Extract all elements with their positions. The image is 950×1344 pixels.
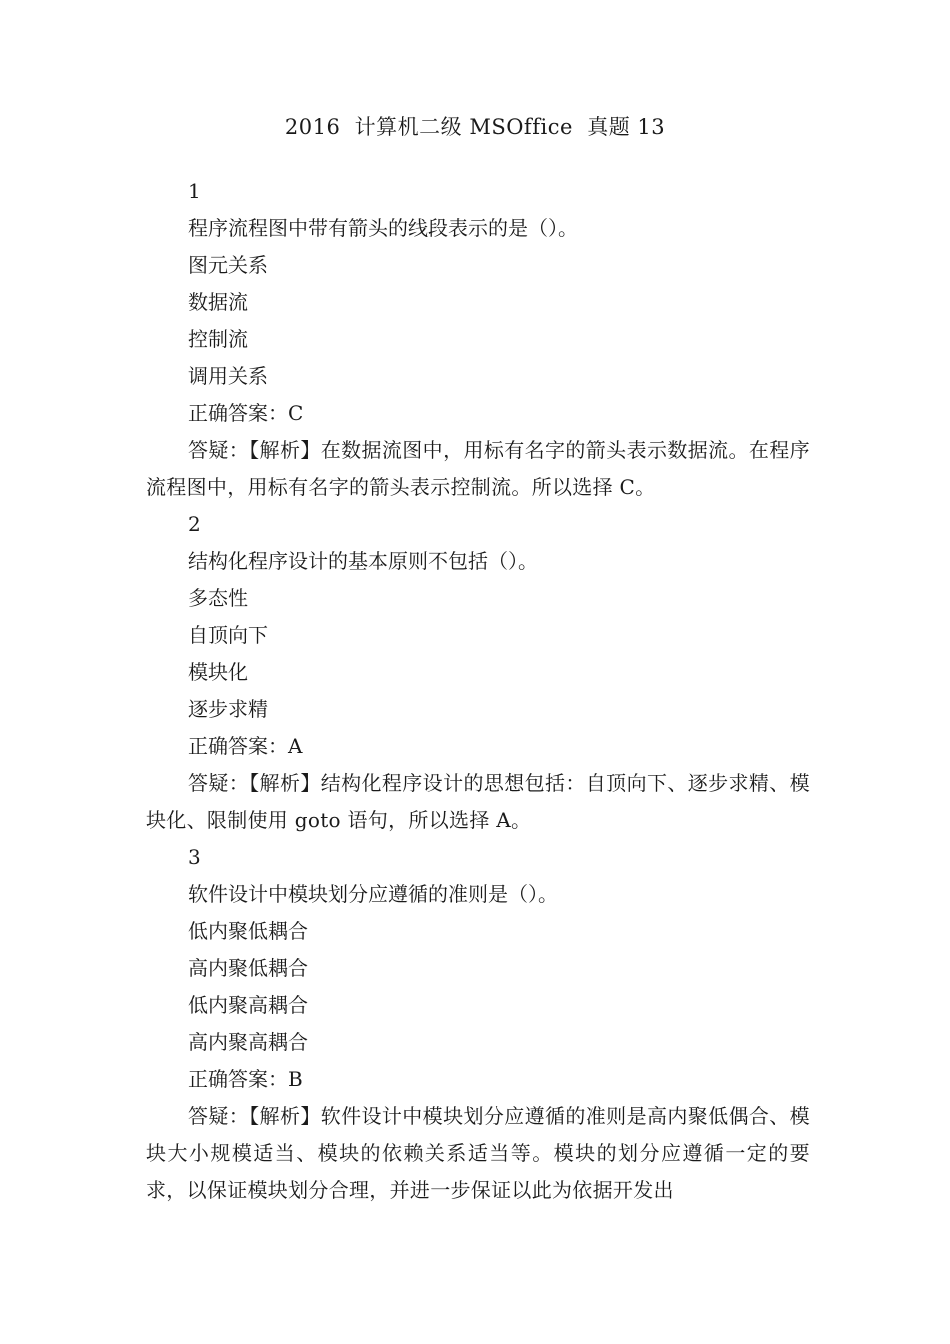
option-item: 控制流 <box>188 327 248 351</box>
option-item: 多态性 <box>188 586 248 610</box>
question-block <box>146 839 810 1209</box>
option-item: 逐步求精 <box>188 697 268 721</box>
correct-answer: 正确答案：C <box>188 401 304 425</box>
question-stem: 软件设计中模块划分应遵循的准则是（）。 <box>188 882 558 906</box>
option-item: 数据流 <box>188 290 248 314</box>
option-item: 高内聚高耦合 <box>188 1030 308 1054</box>
option-item: 调用关系 <box>188 364 268 388</box>
question-number: 3 <box>188 845 201 869</box>
question-number: 1 <box>188 179 201 203</box>
question-number: 2 <box>188 512 201 536</box>
option-item: 自顶向下 <box>188 623 268 647</box>
question-block <box>146 506 810 839</box>
answer-explanation: 答疑：【解析】结构化程序设计的思想包括：自顶向下、逐步求精、模块化、限制使用 goto 语句，所以选择 A。 <box>146 771 810 832</box>
option-item: 高内聚低耦合 <box>188 956 308 980</box>
correct-answer: 正确答案：B <box>188 1067 303 1091</box>
question-block <box>146 173 810 506</box>
option-item: 图元关系 <box>188 253 268 277</box>
question-list <box>146 173 810 1209</box>
answer-explanation: 答疑：【解析】软件设计中模块划分应遵循的准则是高内聚低偶合、模块大小规模适当、模块的依赖关系适当等。模块的划分应遵循一定的要求，以保证模块划分合理，并进一步保证以此为依据开发出 <box>146 1104 810 1202</box>
option-item: 低内聚高耦合 <box>188 993 308 1017</box>
option-item: 模块化 <box>188 660 248 684</box>
option-item: 低内聚低耦合 <box>188 919 308 943</box>
answer-explanation: 答疑：【解析】在数据流图中，用标有名字的箭头表示数据流。在程序流程图中，用标有名字的箭头表示控制流。所以选择 C。 <box>146 438 810 499</box>
question-stem: 结构化程序设计的基本原则不包括（）。 <box>188 549 538 573</box>
question-stem: 程序流程图中带有箭头的线段表示的是（）。 <box>188 216 578 240</box>
document-title: 2016 计算机二级 MSOffice 真题 13 <box>284 115 666 139</box>
correct-answer: 正确答案：A <box>188 734 303 758</box>
